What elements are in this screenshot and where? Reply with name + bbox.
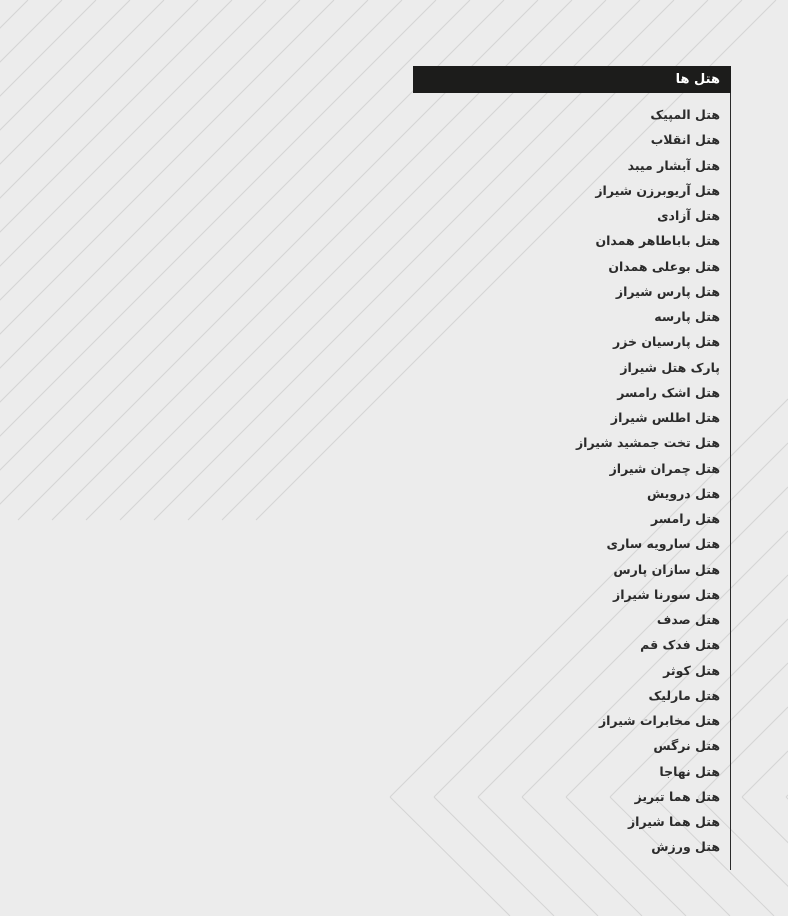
hotel-list-item [413, 254, 720, 279]
hotel-link[interactable]: هتل سارویه ساری [606, 536, 720, 552]
hotel-list-item [413, 683, 720, 708]
decor-line [0, 0, 368, 520]
decor-line [0, 0, 164, 520]
hotel-list-item [413, 304, 720, 329]
hotel-link[interactable]: هتل بوعلی همدان [608, 258, 720, 274]
hotel-list-item [413, 733, 720, 758]
hotel-list-item [413, 178, 720, 203]
hotel-list-item [413, 405, 720, 430]
decor-line [0, 0, 334, 520]
hotel-link[interactable]: هتل باباطاهر همدان [595, 233, 720, 249]
hotel-link[interactable]: هتل هما تبریز [634, 788, 720, 804]
hotel-link[interactable]: هتل پارسیان خزر [613, 334, 720, 350]
hotel-link[interactable]: هتل فدک قم [640, 637, 720, 653]
decor-line [0, 0, 232, 520]
hotel-list-item [413, 809, 720, 834]
hotel-link[interactable]: هتل تخت جمشید شیراز [575, 435, 720, 451]
hotel-link[interactable]: هتل رامسر [651, 511, 720, 526]
hotel-list-item [413, 658, 720, 683]
widget-body [413, 93, 731, 870]
hotel-link[interactable]: هتل مارلیک [648, 687, 720, 703]
hotel-link[interactable]: هتل اطلس شیراز [610, 410, 720, 425]
hotel-link[interactable]: هتل مخابرات شیراز [598, 713, 720, 728]
hotel-link[interactable]: هتل پارس شیراز [615, 283, 720, 299]
hotels-widget [413, 66, 731, 870]
hotel-link[interactable]: هتل انقلاب [650, 132, 720, 148]
hotel-link[interactable]: پارک هتل شیراز [620, 359, 720, 375]
widget-title-text: هتل ها [675, 72, 720, 87]
hotel-link[interactable]: هتل چمران شیراز [609, 460, 720, 476]
hotel-link[interactable]: هتل اشک رامسر [617, 384, 720, 400]
decor-line [0, 0, 130, 520]
hotel-list-item [413, 127, 720, 152]
decor-line [742, 751, 788, 797]
hotel-link[interactable]: هتل سورنا شیراز [613, 586, 720, 602]
hotel-list-item [413, 430, 720, 455]
hotel-list-item [413, 481, 720, 506]
hotel-link[interactable]: هتل ورزش [651, 839, 720, 855]
hotel-link[interactable]: هتل نرگس [653, 738, 720, 754]
hotel-link[interactable]: هتل کوثر [663, 662, 720, 678]
decor-line [742, 797, 788, 916]
hotel-link[interactable]: هتل سازان پارس [613, 561, 720, 577]
hotel-link[interactable]: هتل درویش [646, 485, 720, 501]
hotel-link[interactable]: هتل پارسه [654, 309, 720, 324]
hotel-list-item [413, 708, 720, 733]
hotel-list-item [413, 456, 720, 481]
decor-line [0, 0, 96, 520]
hotel-list-item [413, 102, 720, 127]
hotel-list-item [413, 153, 720, 178]
hotel-list-item [413, 582, 720, 607]
hotel-list-item [413, 228, 720, 253]
hotel-list-item [413, 607, 720, 632]
hotel-link[interactable]: هتل آزادی [657, 208, 720, 223]
hotel-link[interactable]: هتل هما شیراز [627, 814, 720, 829]
hotel-list-item [413, 784, 720, 809]
hotel-list-item [413, 531, 720, 556]
hotel-list-item [413, 279, 720, 304]
decor-line [0, 0, 470, 520]
hotel-link[interactable]: هتل صدف [656, 612, 720, 627]
hotel-link[interactable]: هتل المپیک [650, 107, 720, 122]
hotel-list-item [413, 557, 720, 582]
hotel-list-item [413, 632, 720, 657]
decor-line [0, 0, 436, 520]
hotel-list-item [413, 203, 720, 228]
hotel-link[interactable]: هتل آبشار میبد [627, 157, 720, 173]
hotel-list-item [413, 834, 720, 859]
decor-line [0, 0, 28, 520]
hotel-list-item [413, 380, 720, 405]
hotel-list-item [413, 329, 720, 354]
decor-line [0, 0, 300, 520]
widget-title [413, 66, 731, 93]
hotel-list [413, 102, 720, 860]
decor-line [0, 0, 402, 520]
hotel-link[interactable]: هتل آریوبرزن شیراز [595, 182, 720, 198]
hotel-link[interactable]: هتل نهاجا [659, 763, 720, 779]
decor-line [0, 0, 198, 520]
hotel-list-item [413, 759, 720, 784]
hotel-list-item [413, 355, 720, 380]
hotel-list-item [413, 506, 720, 531]
